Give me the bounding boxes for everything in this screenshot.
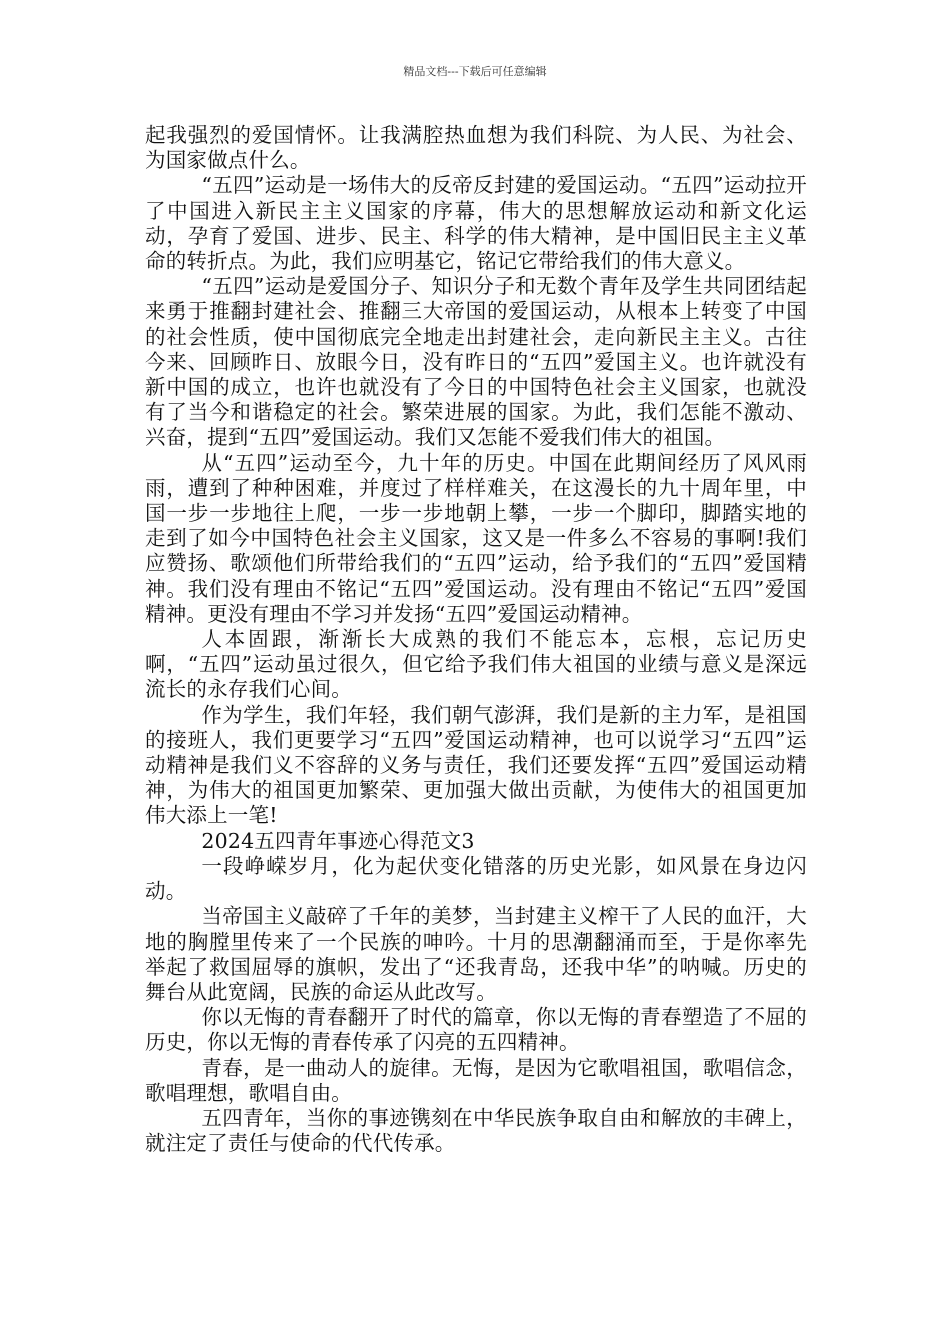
paragraph-11: 五四青年，当你的事迹镌刻在中华民族争取自由和解放的丰碑上，就注定了责任与使命的代代传承。 [145,1105,807,1156]
paragraph-3: “五四”运动是爱国分子、知识分子和无数个青年及学生共同团结起来勇于推翻封建社会、推翻三大帝国的爱国运动，从根本上转变了中国的社会性质，使中国彻底完全地走出封建社会，走向新民主主义。古往今来、回顾昨日、放眼今日，没有昨日的“五四”爱国主义。也许就没有新中国的成立，也许也就没有了今日的中国特色社会主义国家，也就没有了当今和谐稳定的社会。繁荣进展的国家。为此，我们怎能不激动、兴奋，提到“五四”爱国运动。我们又怎能不爱我们伟大的祖国。 [145,274,807,450]
document-body [145,123,807,1156]
paragraph-2: “五四”运动是一场伟大的反帝反封建的爱国运动。“五四”运动拉开了中国进入新民主主义国家的序幕，伟大的思想解放运动和新文化运动，孕育了爱国、进步、民主、科学的伟大精神，是中国旧民主主义革命的转折点。为此，我们应明基它，铭记它带给我们的伟大意义。 [145,173,807,274]
paragraph-4: 从“五四”运动至今，九十年的历史。中国在此期间经历了风风雨雨，遭到了种种困难，并度过了样样难关，在这漫长的九十周年里，中国一步一步地往上爬，一步一步地朝上攀，一步一个脚印，脚踏实地的走到了如今中国特色社会主义国家，这又是一件多么不容易的事啊!我们应赞扬、歌颂他们所带给我们的“五四”运动，给予我们的“五四”爱国精神。我们没有理由不铭记“五四”爱国运动。没有理由不铭记“五四”爱国精神。更没有理由不学习并发扬“五四”爱国运动精神。 [145,450,807,626]
paragraph-10: 青春，是一曲动人的旋律。无悔，是因为它歌唱祖国，歌唱信念，歌唱理想，歌唱自由。 [145,1055,807,1105]
paragraph-9: 你以无悔的青春翻开了时代的篇章，你以无悔的青春塑造了不屈的历史，你以无悔的青春传承了闪亮的五四精神。 [145,1005,807,1055]
paragraph-8: 当帝国主义敲碎了千年的美梦，当封建主义榨干了人民的血汗，大地的胸膛里传来了一个民族的呻吟。十月的思潮翻涌而至，于是你率先举起了救国屈辱的旗帜，发出了“还我青岛，还我中华”的呐喊。历史的舞台从此宽阔，民族的命运从此改写。 [145,904,807,1004]
section-heading: 2024五四青年事迹心得范文3 [201,828,475,853]
paragraph-6: 作为学生，我们年轻，我们朝气澎湃，我们是新的主力军，是祖国的接班人，我们更要学习“五四”爱国运动精神，也可以说学习“五四”运动精神是我们义不容辞的义务与责任，我们还要发挥“五四”爱国运动精神，为伟大的祖国更加繁荣、更加强大做出贡献，为使伟大的祖国更加伟大添上一笔! [145,702,807,828]
paragraph-5: 人本固跟，渐渐长大成熟的我们不能忘本，忘根，忘记历史啊，“五四”运动虽过很久，但它给予我们伟大祖国的业绩与意义是深远流长的永存我们心间。 [145,627,807,702]
paragraph-1: 起我强烈的爱国情怀。让我满腔热血想为我们科院、为人民、为社会、为国家做点什么。 [145,123,807,173]
page-header: 精品文档---下载后可任意编辑 [403,65,547,78]
paragraph-7: 一段峥嵘岁月，化为起伏变化错落的历史光影，如风景在身边闪动。 [145,853,807,904]
